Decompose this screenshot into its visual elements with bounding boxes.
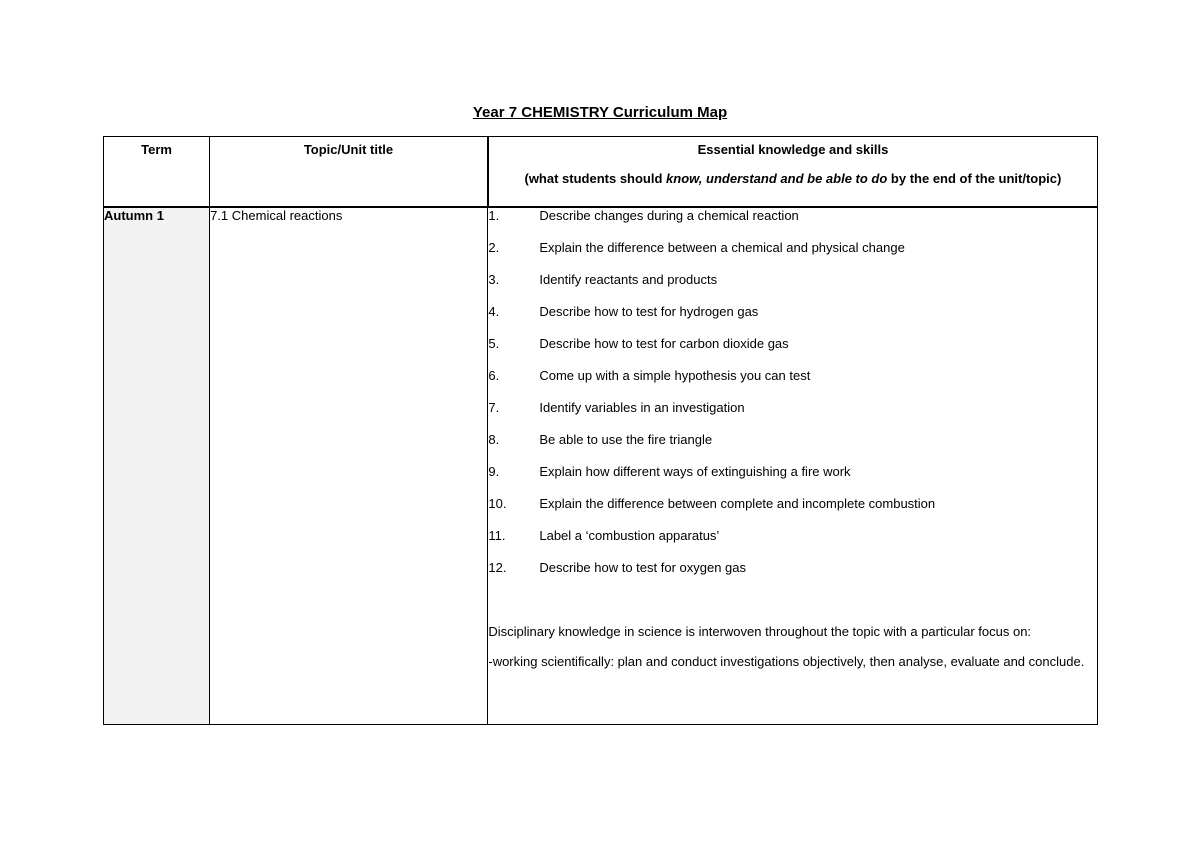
objective-number: 1. [488,208,500,223]
list-item [488,528,1097,560]
list-item [488,432,1097,464]
list-item [488,560,1097,592]
objective-number: 5. [488,336,500,351]
objective-text: Describe how to test for oxygen gas [539,560,747,575]
list-item [488,272,1097,304]
objective-number: 9. [488,464,500,479]
objective-text: Explain how different ways of extinguishing a fire work [539,464,851,479]
objectives-list [488,208,1097,592]
curriculum-table [103,136,1098,725]
objective-number: 3. [488,272,500,287]
objective-text: Describe how to test for carbon dioxide gas [539,336,789,351]
objective-number: 11. [488,528,506,543]
list-item [488,464,1097,496]
objective-number: 2. [488,240,500,255]
list-item [488,496,1097,528]
table-header-row [104,137,1098,208]
skills-sub-pre: (what students should [524,171,667,186]
list-item [488,400,1097,432]
list-item [488,368,1097,400]
objective-number: 4. [488,304,500,319]
list-item [488,240,1097,272]
objective-text: Come up with a simple hypothesis you can test [539,368,811,383]
objective-number: 8. [488,432,500,447]
topic-header: Topic/Unit title [210,137,488,208]
objective-text: Describe changes during a chemical reaction [539,208,799,223]
disciplinary-focus: -working scientifically: plan and conduct investigations objectively, then analyse, evaluate and conclude. [488,654,1085,669]
objective-number: 7. [488,400,500,415]
table-row [104,207,1098,725]
objective-text: Describe how to test for hydrogen gas [539,304,759,319]
page-title: Year 7 CHEMISTRY Curriculum Map [472,104,728,121]
list-item [488,336,1097,368]
topic-cell: 7.1 Chemical reactions [210,207,488,725]
list-item [488,208,1097,240]
skills-header-title: Essential knowledge and skills [697,142,889,157]
objective-text: Explain the difference between complete and incomplete combustion [539,496,936,511]
term-cell: Autumn 1 [104,207,210,725]
list-item [488,304,1097,336]
objective-text: Be able to use the fire triangle [539,432,713,447]
objective-text: Identify variables in an investigation [539,400,745,415]
objective-text: Label a ‘combustion apparatus’ [539,528,720,543]
skills-sub-italic: know, understand and be able to do [666,171,888,186]
objective-text: Explain the difference between a chemical and physical change [539,240,905,255]
objective-text: Identify reactants and products [539,272,718,287]
disciplinary-knowledge [488,622,1097,672]
objective-number: 6. [488,368,500,383]
objective-number: 12. [488,560,507,575]
objective-number: 10. [488,496,507,511]
disciplinary-intro: Disciplinary knowledge in science is interwoven throughout the topic with a particular focus on: [488,624,1032,639]
skills-header-subtitle [489,171,1097,186]
skills-cell [488,207,1098,725]
skills-header [488,137,1098,208]
skills-sub-post: by the end of the unit/topic) [887,171,1062,186]
term-header: Term [104,137,210,208]
